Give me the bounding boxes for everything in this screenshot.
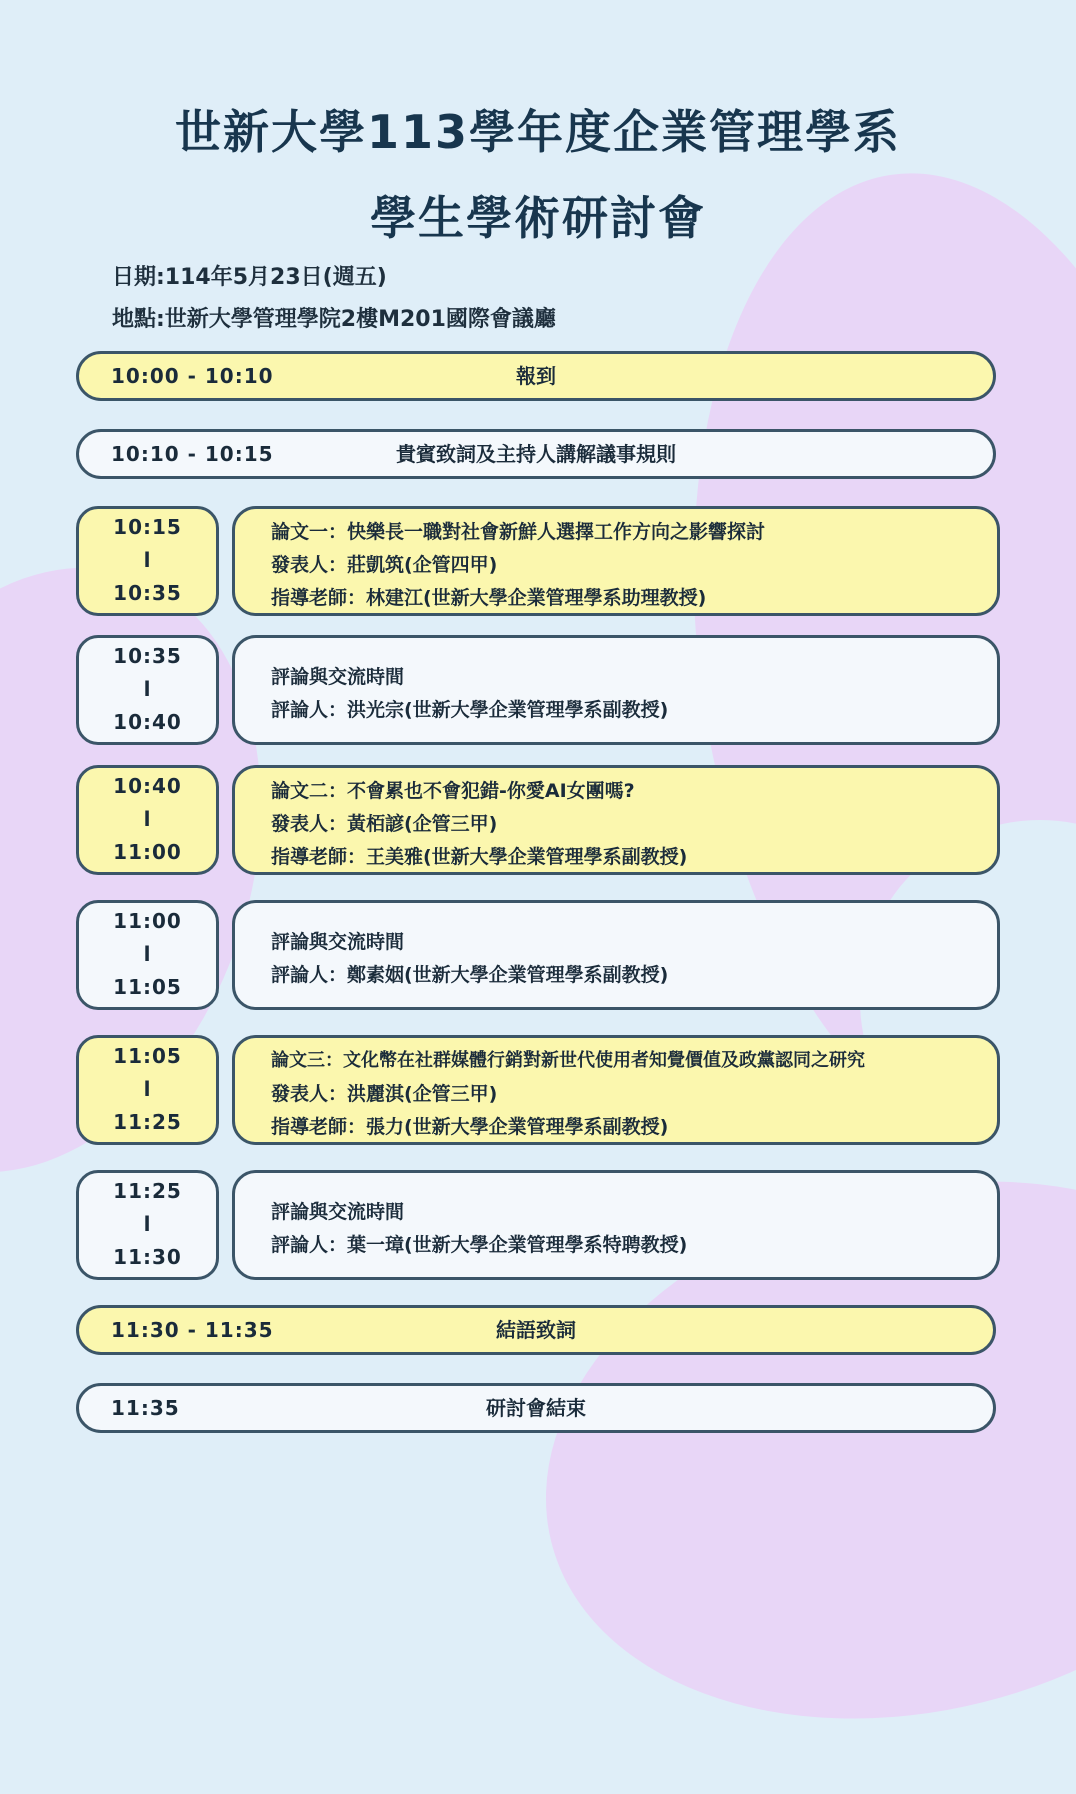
paper3-title: 論文三：文化幣在社群媒體行銷對新世代使用者知覺價值及政黨認同之研究 bbox=[271, 1050, 865, 1071]
closing-time: 11:30 - 11:35 bbox=[111, 1318, 274, 1342]
paper1-end-time: 10:35 bbox=[113, 581, 182, 605]
comment3-start-time: 11:25 bbox=[113, 1179, 182, 1203]
comment2-time-separator: l bbox=[143, 942, 152, 966]
comment1-end-time: 10:40 bbox=[113, 710, 182, 734]
paper1-presenter: 發表人：莊凱筑(企管四甲) bbox=[271, 554, 498, 576]
comment2-start-time: 11:00 bbox=[113, 909, 182, 933]
comment3-time-separator: l bbox=[143, 1212, 152, 1236]
poster-title-line-2: 學生學術研討會 bbox=[370, 191, 706, 245]
paper1-detail-box bbox=[232, 506, 1000, 616]
comment2-heading: 評論與交流時間 bbox=[271, 931, 405, 953]
paper3-presenter: 發表人：洪麗淇(企管三甲) bbox=[271, 1083, 498, 1105]
comment3-time-box bbox=[76, 1170, 219, 1280]
paper2-time-separator: l bbox=[143, 807, 152, 831]
comment3-heading: 評論與交流時間 bbox=[271, 1201, 405, 1223]
paper3-detail-box bbox=[232, 1035, 1000, 1145]
paper1-time-box bbox=[76, 506, 219, 616]
paper3-time-separator: l bbox=[143, 1077, 152, 1101]
paper2-time-box bbox=[76, 765, 219, 875]
paper2-presenter: 發表人：黃栢諺(企管三甲) bbox=[271, 813, 498, 835]
end-label: 研討會結束 bbox=[486, 1396, 586, 1420]
comment3-detail-box bbox=[232, 1170, 1000, 1280]
paper3-time-box bbox=[76, 1035, 219, 1145]
paper2-detail-box bbox=[232, 765, 1000, 875]
paper3-start-time: 11:05 bbox=[113, 1044, 182, 1068]
schedule-row-opening bbox=[76, 429, 996, 479]
paper1-time-separator: l bbox=[143, 548, 152, 572]
event-date: 日期:114年5月23日(週五) bbox=[112, 265, 387, 290]
paper1-title: 論文一：快樂長一職對社會新鮮人選擇工作方向之影響探討 bbox=[271, 521, 766, 543]
opening-label: 貴賓致詞及主持人講解議事規則 bbox=[396, 442, 676, 466]
schedule-row-checkin bbox=[76, 351, 996, 401]
paper2-advisor: 指導老師：王美雅(世新大學企業管理學系副教授) bbox=[271, 846, 688, 868]
checkin-label: 報到 bbox=[516, 364, 556, 388]
comment1-start-time: 10:35 bbox=[113, 644, 182, 668]
closing-label: 結語致詞 bbox=[496, 1318, 576, 1342]
comment2-detail-box bbox=[232, 900, 1000, 1010]
comment1-heading: 評論與交流時間 bbox=[271, 666, 405, 688]
schedule-row-closing bbox=[76, 1305, 996, 1355]
paper1-start-time: 10:15 bbox=[113, 515, 182, 539]
comment2-time-box bbox=[76, 900, 219, 1010]
comment1-reviewer: 評論人：洪光宗(世新大學企業管理學系副教授) bbox=[271, 699, 669, 721]
comment1-time-box bbox=[76, 635, 219, 745]
comment2-end-time: 11:05 bbox=[113, 975, 182, 999]
paper2-end-time: 11:00 bbox=[113, 840, 182, 864]
end-time: 11:35 bbox=[111, 1396, 180, 1420]
paper3-advisor: 指導老師：張力(世新大學企業管理學系副教授) bbox=[271, 1116, 669, 1138]
comment3-reviewer: 評論人：葉一璋(世新大學企業管理學系特聘教授) bbox=[271, 1234, 688, 1256]
paper1-advisor: 指導老師：林建江(世新大學企業管理學系助理教授) bbox=[271, 587, 707, 609]
comment3-end-time: 11:30 bbox=[113, 1245, 182, 1269]
comment2-reviewer: 評論人：鄭素姻(世新大學企業管理學系副教授) bbox=[271, 964, 669, 986]
event-location: 地點:世新大學管理學院2樓M201國際會議廳 bbox=[112, 307, 556, 332]
paper3-end-time: 11:25 bbox=[113, 1110, 182, 1134]
comment1-time-separator: l bbox=[143, 677, 152, 701]
paper2-start-time: 10:40 bbox=[113, 774, 182, 798]
poster-title-line-1: 世新大學113學年度企業管理學系 bbox=[174, 105, 902, 159]
comment1-detail-box bbox=[232, 635, 1000, 745]
checkin-time: 10:00 - 10:10 bbox=[111, 364, 274, 388]
schedule-row-end bbox=[76, 1383, 996, 1433]
paper2-title: 論文二：不會累也不會犯錯-你愛AI女團嗎? bbox=[271, 780, 635, 802]
opening-time: 10:10 - 10:15 bbox=[111, 442, 274, 466]
